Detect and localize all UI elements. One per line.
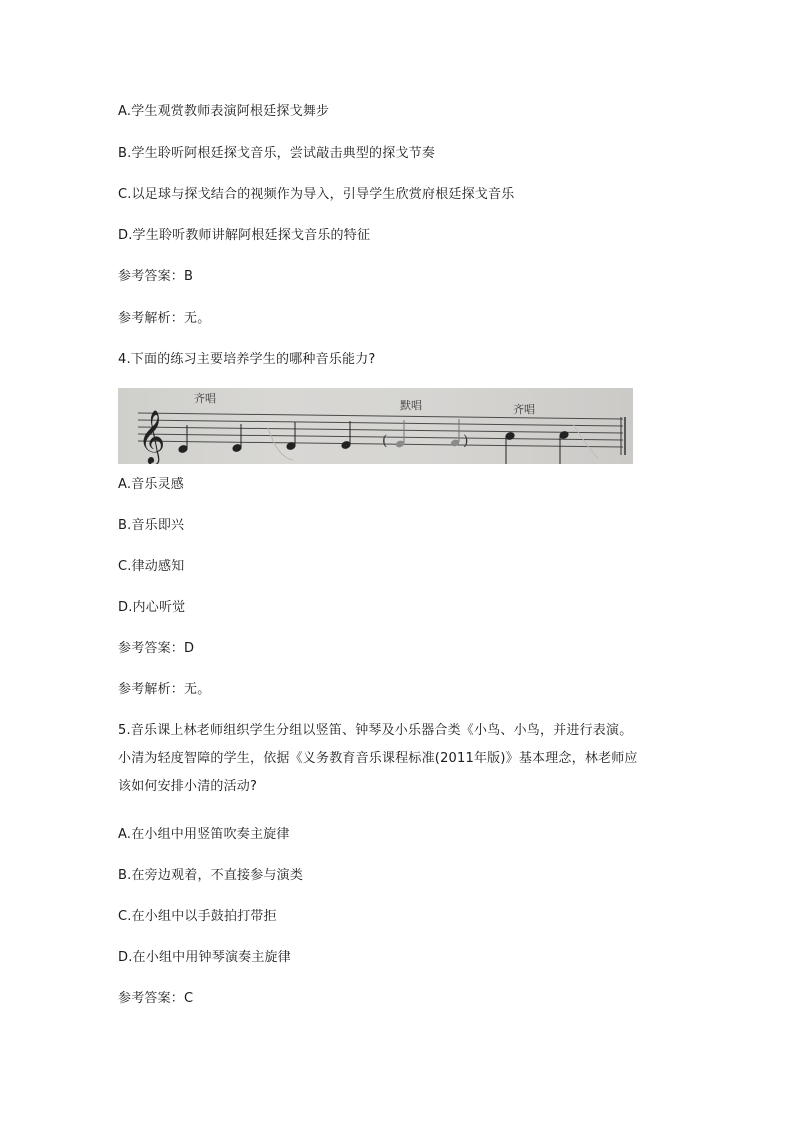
final-notes — [505, 431, 569, 464]
treble-clef-icon: 𝄞 — [138, 409, 166, 463]
q3-option-b: B.学生聆听阿根廷探戈音乐，尝试敲击典型的探戈节奏 — [118, 146, 436, 161]
q3-option-a: A.学生观赏教师表演阿根廷探戈舞步 — [118, 104, 330, 119]
q4-option-d: D.内心听觉 — [118, 600, 186, 615]
label-unison-1: 齐唱 — [194, 392, 216, 405]
q3-analysis: 参考解析：无。 — [118, 311, 211, 326]
q5-option-a: A.在小组中用竖笛吹奏主旋律 — [118, 827, 290, 842]
q5-option-c: C.在小组中以手鼓拍打带拒 — [118, 909, 277, 924]
staff-lines — [138, 413, 623, 447]
q4-answer: 参考答案：D — [118, 641, 195, 656]
music-staff — [118, 388, 633, 464]
q5-option-b: B.在旁边观着，不直接参与演类 — [118, 868, 304, 883]
q3-option-d: D.学生聆听教师讲解阿根廷探戈音乐的特征 — [118, 228, 371, 243]
music-score-image — [118, 388, 633, 464]
q5-question-line-3: 该如何安排小清的活动? — [118, 779, 258, 794]
label-unison-2: 齐唱 — [513, 403, 535, 416]
q5-answer: 参考答案：C — [118, 991, 194, 1006]
q4-option-a: A.音乐灵感 — [118, 477, 184, 492]
notes — [178, 421, 351, 453]
label-silent: 默唱 — [400, 399, 422, 412]
q5-question-line-1: 5.音乐课上林老师组织学生分组以竖笛、钟琴及小乐器合类《小鸟、小鸟，并进行表演。 — [118, 723, 633, 738]
q5-option-d: D.在小组中用钟琴演奏主旋律 — [118, 950, 291, 965]
q3-option-c: C.以足球与探戈结合的视频作为导入，引导学生欣赏府根廷探戈音乐 — [118, 187, 515, 202]
q4-analysis: 参考解析：无。 — [118, 682, 211, 697]
q5-question-line-2: 小清为轻度智障的学生，依据《义务教育音乐课程标准(2011年版)》基本理念，林老师应 — [118, 751, 638, 766]
svg-text:(: ( — [382, 433, 388, 449]
svg-text:): ) — [463, 433, 469, 449]
q4-question: 4.下面的练习主要培养学生的哪种音乐能力? — [118, 352, 376, 367]
q3-answer: 参考答案：B — [118, 269, 194, 284]
q4-option-c: C.律动感知 — [118, 559, 185, 574]
q4-option-b: B.音乐即兴 — [118, 518, 185, 533]
